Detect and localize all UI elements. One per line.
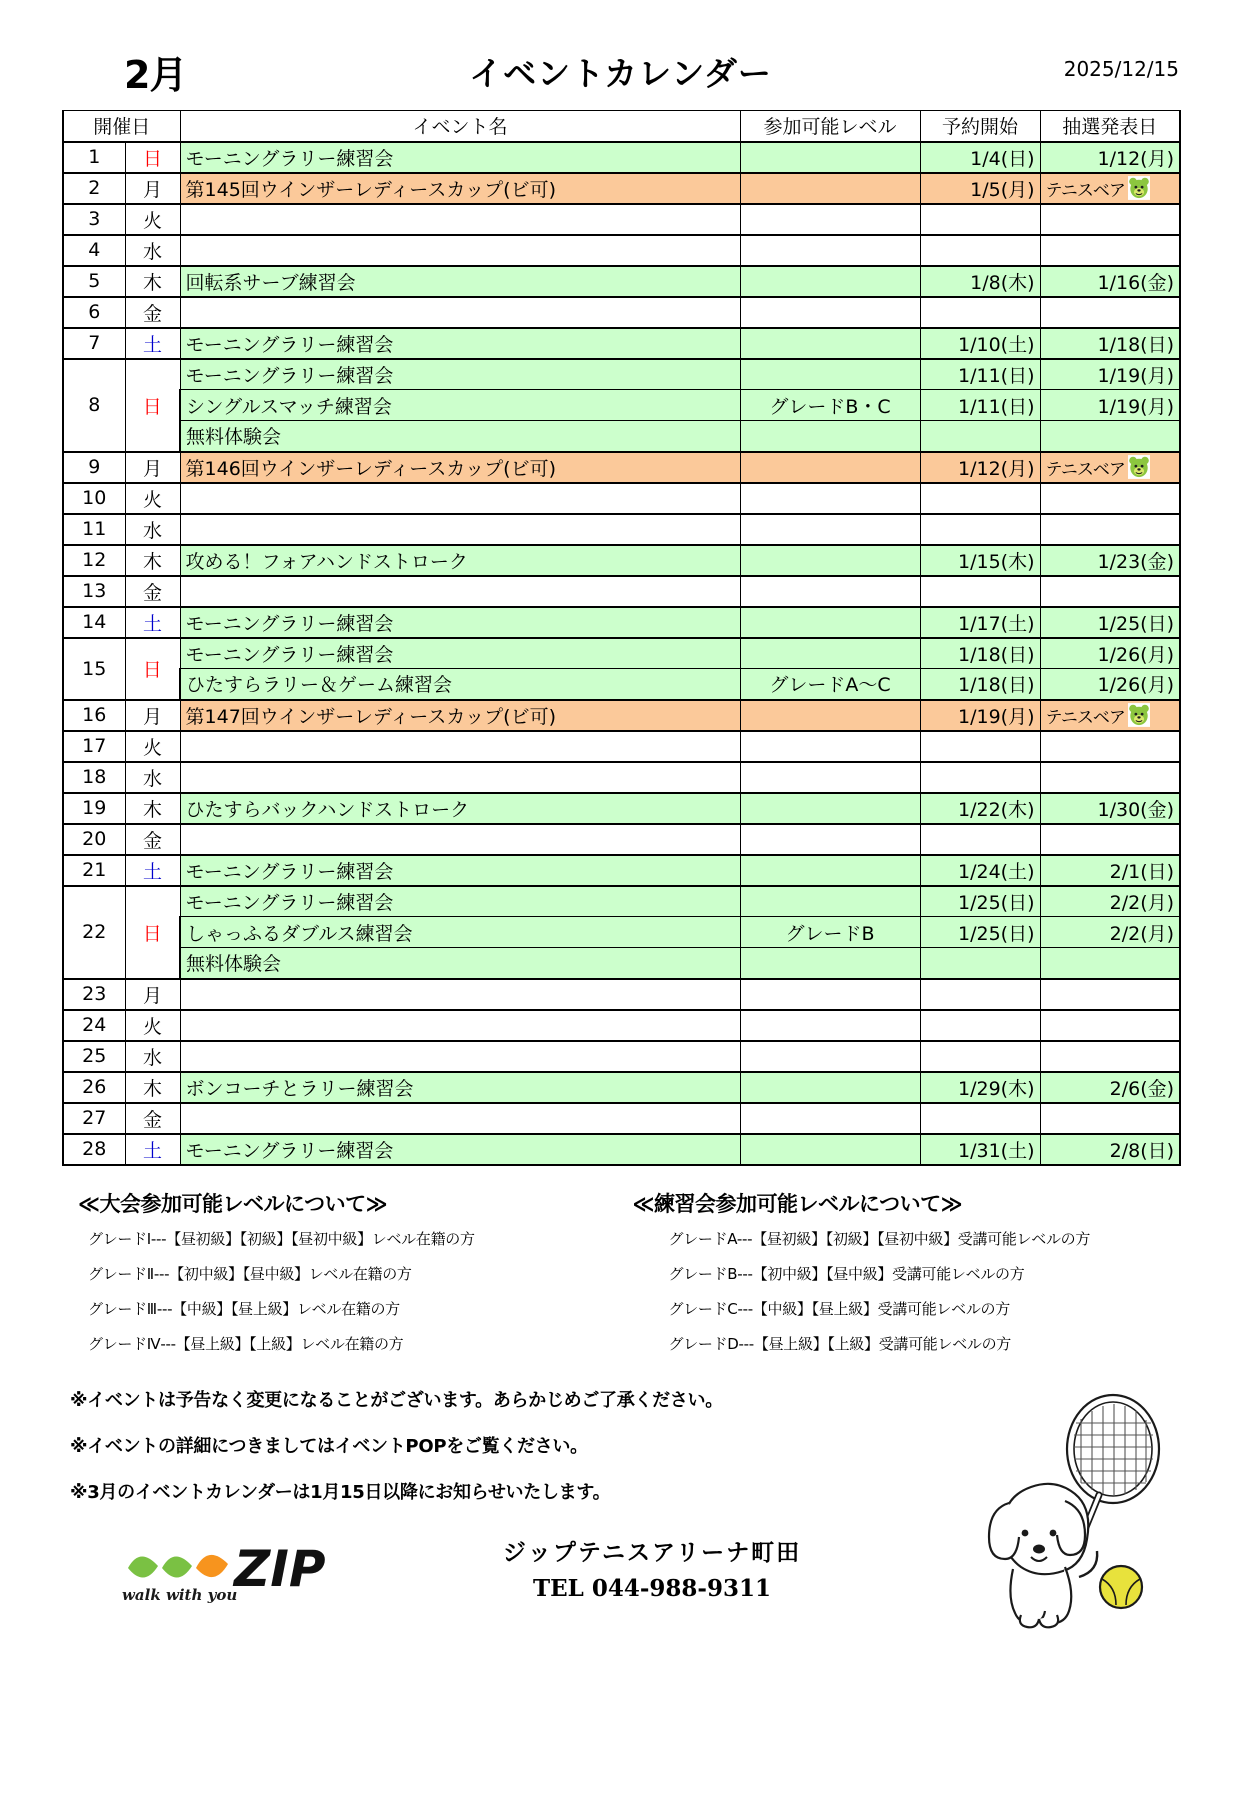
- event-name-cell: [180, 514, 740, 545]
- day-of-week: 月: [125, 173, 180, 204]
- reservation-start-cell: [920, 979, 1040, 1010]
- table-row: [63, 1010, 1180, 1041]
- event-name-cell: 第147回ウインザーレディースカップ(ビ可): [180, 700, 740, 731]
- day-of-week: 火: [125, 204, 180, 235]
- reservation-start-cell: 1/31(土): [920, 1134, 1040, 1165]
- reservation-start-cell: 1/18(日): [920, 638, 1040, 669]
- day-of-week: 火: [125, 731, 180, 762]
- lottery-date-cell: [1040, 1103, 1180, 1134]
- day-number: 3: [63, 204, 125, 235]
- table-row: [63, 359, 1180, 390]
- shop-telephone: [452, 1575, 852, 1602]
- reservation-start-cell: [920, 1010, 1040, 1041]
- lottery-date-cell: [1040, 979, 1180, 1010]
- reservation-start-cell: [920, 948, 1040, 979]
- event-name-cell: モーニングラリー練習会: [180, 328, 740, 359]
- day-number: 6: [63, 297, 125, 328]
- legend-tournament-line: グレードⅠ---【昼初級】【初級】【昼初中級】レベル在籍の方: [88, 1229, 475, 1248]
- day-number: 2: [63, 173, 125, 204]
- day-of-week: 金: [125, 824, 180, 855]
- table-row: [63, 173, 1180, 204]
- day-of-week: 木: [125, 793, 180, 824]
- day-of-week: 金: [125, 576, 180, 607]
- tennis-bear-icon: [1128, 455, 1150, 479]
- event-name-cell: モーニングラリー練習会: [180, 359, 740, 390]
- day-of-week: 水: [125, 514, 180, 545]
- day-of-week: 火: [125, 1010, 180, 1041]
- lottery-date-cell: 1/18(日): [1040, 328, 1180, 359]
- day-number: 22: [63, 886, 125, 979]
- table-row: [63, 1134, 1180, 1165]
- lottery-date-cell: [1040, 1041, 1180, 1072]
- lottery-date-cell: 1/26(月): [1040, 669, 1180, 700]
- event-level-cell: [740, 793, 920, 824]
- event-name-cell: 無料体験会: [180, 948, 740, 979]
- event-level-cell: [740, 855, 920, 886]
- event-calendar-table: [62, 110, 1181, 1166]
- reservation-start-cell: 1/5(月): [920, 173, 1040, 204]
- reservation-start-cell: 1/10(土): [920, 328, 1040, 359]
- day-number: 24: [63, 1010, 125, 1041]
- event-name-cell: 回転系サーブ練習会: [180, 266, 740, 297]
- day-number: 16: [63, 700, 125, 731]
- reservation-start-cell: [920, 421, 1040, 452]
- day-of-week: 土: [125, 607, 180, 638]
- event-level-cell: [740, 948, 920, 979]
- event-name-cell: 無料体験会: [180, 421, 740, 452]
- day-number: 5: [63, 266, 125, 297]
- lottery-date-cell: [1040, 700, 1180, 731]
- day-of-week: 日: [125, 638, 180, 700]
- day-of-week: 水: [125, 762, 180, 793]
- day-of-week: 日: [125, 142, 180, 173]
- day-of-week: 月: [125, 452, 180, 483]
- day-number: 1: [63, 142, 125, 173]
- legend-practice-line: グレードB---【初中級】【昼中級】受講可能レベルの方: [668, 1264, 1025, 1283]
- event-level-cell: [740, 979, 920, 1010]
- event-name-cell: ひたすらラリー＆ゲーム練習会: [180, 669, 740, 700]
- day-of-week: 日: [125, 886, 180, 979]
- day-number: 23: [63, 979, 125, 1010]
- event-level-cell: [740, 700, 920, 731]
- table-row: [63, 266, 1180, 297]
- tel-prefix: TEL: [533, 1574, 584, 1602]
- tennis-bear-icon: [1128, 176, 1150, 200]
- event-level-cell: [740, 1072, 920, 1103]
- reservation-start-cell: [920, 204, 1040, 235]
- event-level-cell: [740, 638, 920, 669]
- day-number: 11: [63, 514, 125, 545]
- issue-date: 2025/12/15: [1063, 57, 1179, 81]
- reservation-start-cell: 1/12(月): [920, 452, 1040, 483]
- table-row: [63, 824, 1180, 855]
- reservation-start-cell: 1/22(木): [920, 793, 1040, 824]
- table-row: [63, 545, 1180, 576]
- event-level-cell: [740, 824, 920, 855]
- reservation-start-cell: [920, 483, 1040, 514]
- table-row: [63, 1041, 1180, 1072]
- legend-practice: [625, 1188, 1180, 1368]
- day-number: 25: [63, 1041, 125, 1072]
- table-row: [63, 607, 1180, 638]
- day-number: 27: [63, 1103, 125, 1134]
- tennis-bear-label: テニスベア: [1045, 707, 1125, 728]
- event-name-cell: [180, 297, 740, 328]
- event-name-cell: モーニングラリー練習会: [180, 886, 740, 917]
- event-name-cell: [180, 204, 740, 235]
- reservation-start-cell: 1/17(土): [920, 607, 1040, 638]
- page-title: イベントカレンダー: [469, 54, 772, 93]
- lottery-date-cell: [1040, 576, 1180, 607]
- event-level-cell: [740, 1041, 920, 1072]
- event-name-cell: しゃっふるダブルス練習会: [180, 917, 740, 948]
- lottery-date-cell: 2/8(日): [1040, 1134, 1180, 1165]
- lottery-date-cell: [1040, 173, 1180, 204]
- table-row: [63, 483, 1180, 514]
- tennis-bear-label: テニスベア: [1045, 459, 1125, 480]
- table-row: [63, 1072, 1180, 1103]
- event-name-cell: 第146回ウインザーレディースカップ(ビ可): [180, 452, 740, 483]
- lottery-date-cell: [1040, 235, 1180, 266]
- event-level-cell: [740, 576, 920, 607]
- page-header: [62, 44, 1179, 106]
- event-name-cell: ひたすらバックハンドストローク: [180, 793, 740, 824]
- day-number: 28: [63, 1134, 125, 1165]
- lottery-date-cell: [1040, 948, 1180, 979]
- day-number: 20: [63, 824, 125, 855]
- event-name-cell: [180, 1010, 740, 1041]
- day-of-week: 土: [125, 1134, 180, 1165]
- tennis-bear-badge: [1046, 174, 1175, 203]
- lottery-date-cell: [1040, 452, 1180, 483]
- table-row: [63, 421, 1180, 452]
- event-level-cell: [740, 545, 920, 576]
- table-row: [63, 576, 1180, 607]
- reservation-start-cell: [920, 235, 1040, 266]
- day-number: 12: [63, 545, 125, 576]
- shop-name: ジップテニスアリーナ町田: [502, 1538, 802, 1566]
- day-of-week: 土: [125, 855, 180, 886]
- lottery-date-cell: [1040, 483, 1180, 514]
- event-level-cell: [740, 359, 920, 390]
- note-item: ※イベントの詳細につきましてはイベントPOPをご覧ください。: [70, 1435, 588, 1457]
- reservation-start-cell: [920, 297, 1040, 328]
- tennis-bear-label: テニスベア: [1045, 180, 1125, 201]
- reservation-start-cell: 1/25(日): [920, 886, 1040, 917]
- lottery-date-cell: [1040, 1010, 1180, 1041]
- day-number: 21: [63, 855, 125, 886]
- column-header-event-name: イベント名: [180, 111, 740, 142]
- lottery-date-cell: 1/12(月): [1040, 142, 1180, 173]
- event-level-cell: [740, 173, 920, 204]
- legend-section: [62, 1188, 1179, 1368]
- event-name-cell: ボンコーチとラリー練習会: [180, 1072, 740, 1103]
- event-name-cell: [180, 731, 740, 762]
- event-name-cell: [180, 1103, 740, 1134]
- day-number: 26: [63, 1072, 125, 1103]
- event-level-cell: [740, 1134, 920, 1165]
- table-row: [63, 142, 1180, 173]
- table-row: [63, 514, 1180, 545]
- table-row: [63, 979, 1180, 1010]
- shop-info: [452, 1534, 852, 1602]
- svg-text:ZIP: ZIP: [234, 1539, 326, 1598]
- tennis-bear-icon: [1128, 703, 1150, 727]
- day-of-week: 土: [125, 328, 180, 359]
- day-number: 19: [63, 793, 125, 824]
- event-name-cell: [180, 979, 740, 1010]
- legend-practice-title: ≪練習会参加可能レベルについて≫: [632, 1191, 963, 1216]
- event-name-cell: [180, 762, 740, 793]
- table-row: [63, 1103, 1180, 1134]
- lottery-date-cell: 1/30(金): [1040, 793, 1180, 824]
- note-item: ※イベントは予告なく変更になることがございます。あらかじめご了承ください。: [70, 1389, 723, 1411]
- event-level-cell: [740, 731, 920, 762]
- day-of-week: 日: [125, 359, 180, 452]
- event-name-cell: モーニングラリー練習会: [180, 142, 740, 173]
- event-level-cell: [740, 886, 920, 917]
- tel-number: 044-988-9311: [591, 1574, 771, 1602]
- event-name-cell: 攻める！フォアハンドストローク: [180, 545, 740, 576]
- notes-section: [62, 1386, 1179, 1504]
- legend-tournament: [70, 1188, 625, 1368]
- reservation-start-cell: 1/8(木): [920, 266, 1040, 297]
- event-level-cell: [740, 762, 920, 793]
- column-header-level: 参加可能レベル: [740, 111, 920, 142]
- lottery-date-cell: 2/1(日): [1040, 855, 1180, 886]
- table-body: [63, 142, 1180, 1165]
- legend-practice-line: グレードA---【昼初級】【初級】【昼初中級】受講可能レベルの方: [668, 1229, 1091, 1248]
- day-number: 13: [63, 576, 125, 607]
- table-row: [63, 731, 1180, 762]
- event-level-cell: [740, 297, 920, 328]
- day-of-week: 水: [125, 1041, 180, 1072]
- day-of-week: 水: [125, 235, 180, 266]
- lottery-date-cell: [1040, 204, 1180, 235]
- lottery-date-cell: 2/2(月): [1040, 886, 1180, 917]
- event-level-cell: [740, 607, 920, 638]
- day-of-week: 金: [125, 297, 180, 328]
- event-name-cell: モーニングラリー練習会: [180, 607, 740, 638]
- day-number: 8: [63, 359, 125, 452]
- event-name-cell: モーニングラリー練習会: [180, 855, 740, 886]
- table-row: [63, 328, 1180, 359]
- event-level-cell: [740, 421, 920, 452]
- event-level-cell: [740, 266, 920, 297]
- day-of-week: 月: [125, 700, 180, 731]
- column-header-day: 開催日: [63, 111, 180, 142]
- reservation-start-cell: [920, 762, 1040, 793]
- event-name-cell: シングルスマッチ練習会: [180, 390, 740, 421]
- day-number: 14: [63, 607, 125, 638]
- day-number: 18: [63, 762, 125, 793]
- day-number: 4: [63, 235, 125, 266]
- day-of-week: 木: [125, 266, 180, 297]
- month-label: 2月: [124, 53, 187, 97]
- reservation-start-cell: 1/4(日): [920, 142, 1040, 173]
- event-name-cell: [180, 483, 740, 514]
- table-header-row: [63, 111, 1180, 142]
- event-level-cell: [740, 1103, 920, 1134]
- day-number: 17: [63, 731, 125, 762]
- table-row: [63, 452, 1180, 483]
- lottery-date-cell: 1/25(日): [1040, 607, 1180, 638]
- calendar-page: [0, 44, 1241, 1799]
- table-row: [63, 793, 1180, 824]
- logo-tagline: walk with you: [122, 1585, 238, 1604]
- lottery-date-cell: [1040, 824, 1180, 855]
- reservation-start-cell: 1/15(木): [920, 545, 1040, 576]
- day-number: 9: [63, 452, 125, 483]
- tennis-bear-badge: [1046, 453, 1175, 482]
- legend-tournament-title: ≪大会参加可能レベルについて≫: [78, 1191, 388, 1216]
- lottery-date-cell: [1040, 421, 1180, 452]
- reservation-start-cell: 1/24(土): [920, 855, 1040, 886]
- table-row: [63, 917, 1180, 948]
- event-name-cell: モーニングラリー練習会: [180, 638, 740, 669]
- event-name-cell: [180, 1041, 740, 1072]
- day-of-week: 月: [125, 979, 180, 1010]
- day-of-week: 木: [125, 1072, 180, 1103]
- event-level-cell: グレードB: [740, 917, 920, 948]
- event-level-cell: [740, 235, 920, 266]
- reservation-start-cell: [920, 731, 1040, 762]
- reservation-start-cell: [920, 576, 1040, 607]
- lottery-date-cell: [1040, 762, 1180, 793]
- event-level-cell: グレードB・C: [740, 390, 920, 421]
- legend-tournament-line: グレードⅢ---【中級】【昼上級】レベル在籍の方: [88, 1299, 400, 1318]
- event-level-cell: [740, 452, 920, 483]
- legend-practice-line: グレードC---【中級】【昼上級】受講可能レベルの方: [668, 1299, 1010, 1318]
- lottery-date-cell: 1/16(金): [1040, 266, 1180, 297]
- event-level-cell: [740, 204, 920, 235]
- lottery-date-cell: 1/26(月): [1040, 638, 1180, 669]
- table-row: [63, 204, 1180, 235]
- reservation-start-cell: 1/11(日): [920, 390, 1040, 421]
- reservation-start-cell: [920, 514, 1040, 545]
- lottery-date-cell: 1/19(月): [1040, 390, 1180, 421]
- lottery-date-cell: [1040, 731, 1180, 762]
- table-row: [63, 390, 1180, 421]
- event-name-cell: [180, 235, 740, 266]
- column-header-lottery-date: 抽選発表日: [1040, 111, 1180, 142]
- table-row: [63, 700, 1180, 731]
- table-row: [63, 235, 1180, 266]
- reservation-start-cell: 1/25(日): [920, 917, 1040, 948]
- table-row: [63, 886, 1180, 917]
- day-number: 7: [63, 328, 125, 359]
- column-header-reservation-start: 予約開始: [920, 111, 1040, 142]
- event-level-cell: [740, 142, 920, 173]
- event-name-cell: モーニングラリー練習会: [180, 1134, 740, 1165]
- reservation-start-cell: [920, 824, 1040, 855]
- table-row: [63, 948, 1180, 979]
- reservation-start-cell: 1/29(木): [920, 1072, 1040, 1103]
- event-name-cell: [180, 824, 740, 855]
- event-name-cell: 第145回ウインザーレディースカップ(ビ可): [180, 173, 740, 204]
- table-row: [63, 297, 1180, 328]
- event-level-cell: [740, 514, 920, 545]
- table-row: [63, 855, 1180, 886]
- day-number: 10: [63, 483, 125, 514]
- event-level-cell: [740, 328, 920, 359]
- event-level-cell: [740, 1010, 920, 1041]
- event-level-cell: グレードA〜C: [740, 669, 920, 700]
- event-level-cell: [740, 483, 920, 514]
- day-of-week: 木: [125, 545, 180, 576]
- lottery-date-cell: [1040, 514, 1180, 545]
- lottery-date-cell: 1/23(金): [1040, 545, 1180, 576]
- lottery-date-cell: 2/2(月): [1040, 917, 1180, 948]
- legend-tournament-line: グレードⅡ---【初中級】【昼中級】レベル在籍の方: [88, 1264, 412, 1283]
- lottery-date-cell: 2/6(金): [1040, 1072, 1180, 1103]
- table-row: [63, 669, 1180, 700]
- tennis-bear-badge: [1046, 701, 1175, 730]
- table-row: [63, 638, 1180, 669]
- event-name-cell: [180, 576, 740, 607]
- table-row: [63, 762, 1180, 793]
- legend-tournament-line: グレードⅣ---【昼上級】【上級】レベル在籍の方: [88, 1334, 404, 1353]
- lottery-date-cell: 1/19(月): [1040, 359, 1180, 390]
- lottery-date-cell: [1040, 297, 1180, 328]
- reservation-start-cell: [920, 1041, 1040, 1072]
- note-item: ※3月のイベントカレンダーは1月15日以降にお知らせいたします。: [70, 1481, 611, 1503]
- day-of-week: 金: [125, 1103, 180, 1134]
- reservation-start-cell: 1/11(日): [920, 359, 1040, 390]
- reservation-start-cell: 1/18(日): [920, 669, 1040, 700]
- day-number: 15: [63, 638, 125, 700]
- day-of-week: 火: [125, 483, 180, 514]
- reservation-start-cell: 1/19(月): [920, 700, 1040, 731]
- reservation-start-cell: [920, 1103, 1040, 1134]
- legend-practice-line: グレードD---【昼上級】【上級】受講可能レベルの方: [668, 1334, 1011, 1353]
